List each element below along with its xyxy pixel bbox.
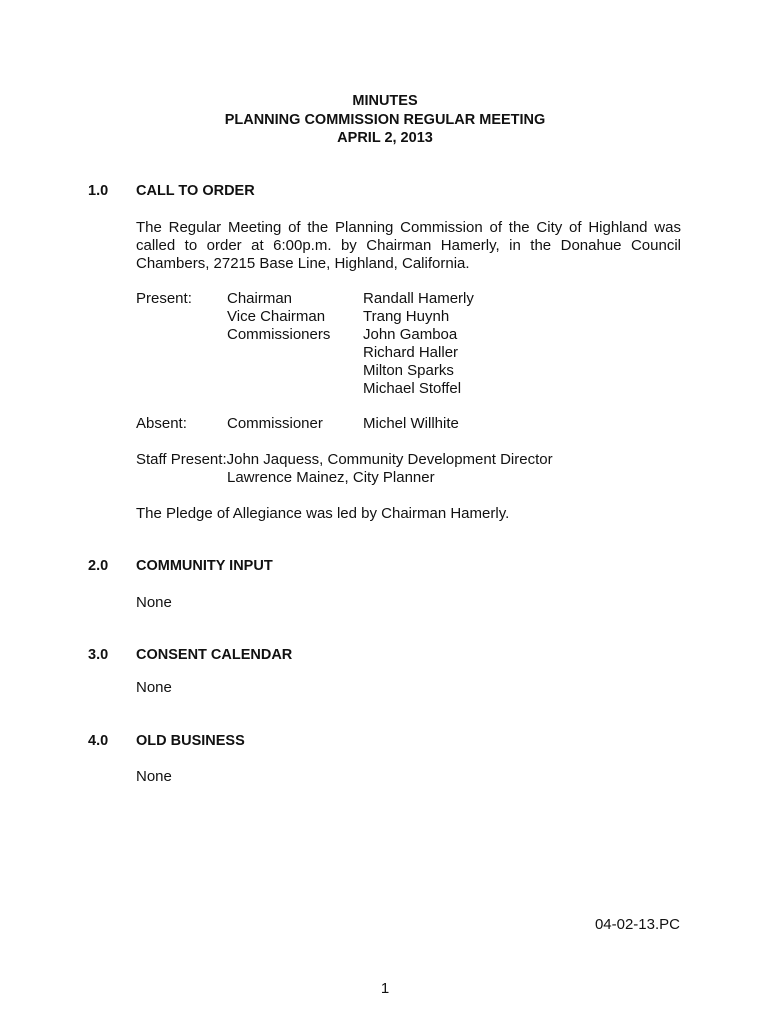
section-title-consent-calendar: CONSENT CALENDAR	[136, 647, 293, 663]
call-to-order-paragraph	[136, 219, 681, 273]
name-item: Michael Stoffel	[363, 380, 462, 397]
consent-calendar-body: None	[136, 679, 172, 696]
present-names	[363, 290, 474, 398]
name-item: Randall Hamerly	[363, 290, 474, 307]
name-item: John Gamboa	[363, 326, 458, 343]
page-number: 1	[380, 980, 390, 997]
pledge-text: The Pledge of Allegiance was led by Chairman Hamerly.	[136, 505, 510, 522]
name-item: Trang Huynh	[363, 308, 450, 325]
absent-name: Michel Willhite	[363, 415, 459, 432]
present-roles	[227, 290, 330, 344]
paragraph-line: called to order at 6:00p.m. by Chairman Hamerly, in the Donahue Council	[136, 237, 681, 254]
document-title: MINUTES	[352, 93, 418, 109]
present-label: Present:	[136, 290, 192, 307]
document-code: 04-02-13.PC	[594, 916, 680, 933]
community-input-body: None	[136, 594, 172, 611]
paragraph-line: The Regular Meeting of the Planning Commission of the City of Highland was	[136, 219, 681, 236]
absent-role: Commissioner	[227, 415, 323, 432]
name-item: Milton Sparks	[363, 362, 454, 379]
section-number-1: 1.0	[88, 183, 109, 199]
name-item: Richard Haller	[363, 344, 459, 361]
role-item: Chairman	[227, 290, 293, 307]
section-title-call-to-order: CALL TO ORDER	[136, 183, 255, 199]
old-business-body: None	[136, 768, 172, 785]
section-number-4: 4.0	[88, 733, 109, 749]
staff-present-line-2: Lawrence Mainez, City Planner	[227, 469, 435, 486]
meeting-name: PLANNING COMMISSION REGULAR MEETING	[224, 112, 546, 128]
section-title-old-business: OLD BUSINESS	[136, 733, 245, 749]
role-item: Commissioners	[227, 326, 331, 343]
paragraph-line: Chambers, 27215 Base Line, Highland, California.	[136, 255, 470, 272]
absent-label: Absent:	[136, 415, 187, 432]
section-number-3: 3.0	[88, 647, 109, 663]
section-number-2: 2.0	[88, 558, 109, 574]
meeting-date: APRIL 2, 2013	[337, 130, 433, 146]
staff-present-line: Staff Present:John Jaquess, Community Development Director	[136, 451, 553, 468]
section-title-community-input: COMMUNITY INPUT	[136, 558, 273, 574]
role-item: Vice Chairman	[227, 308, 326, 325]
